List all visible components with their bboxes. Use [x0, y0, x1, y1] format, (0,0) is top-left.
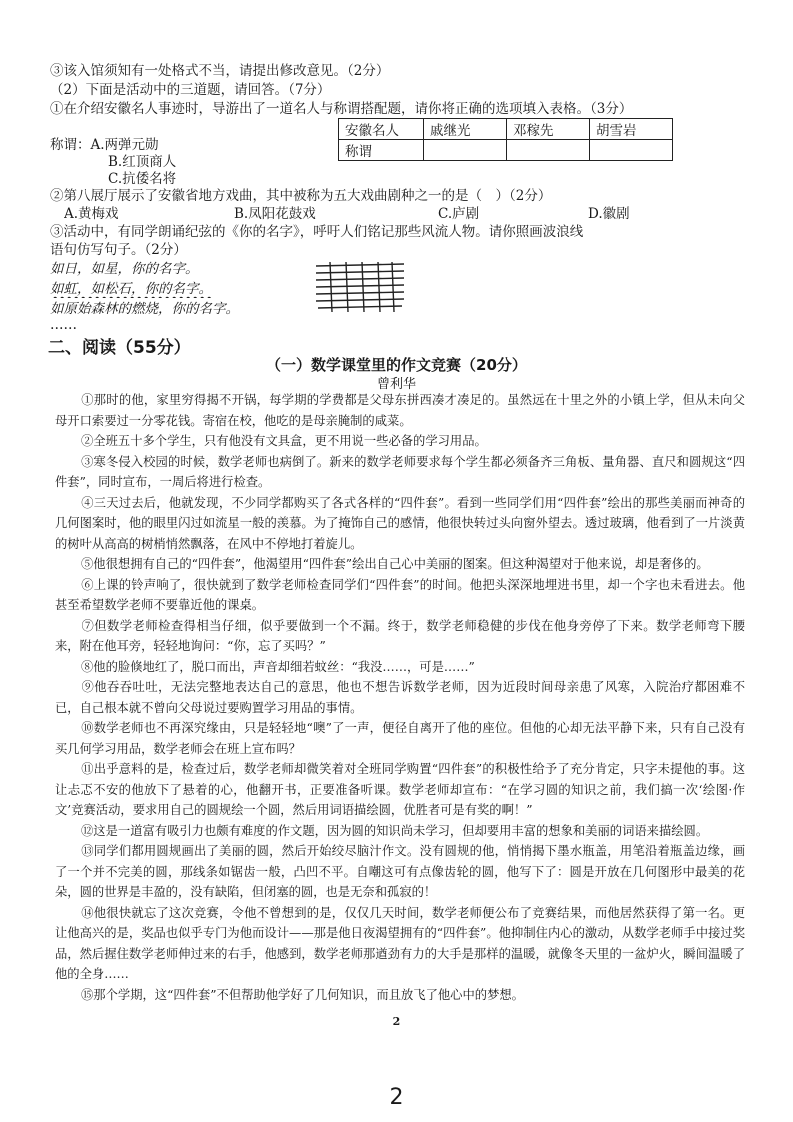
option-b: B.凤阳花鼓戏	[234, 206, 316, 222]
titles-option-b: B.红顶商人	[108, 154, 177, 170]
question-2-heading: （2）下面是活动中的三道题，请回答。（7分）	[50, 82, 331, 98]
table-row	[339, 119, 673, 140]
question-2-3: ③活动中，有同学朗诵纪弦的《你的名字》，呼吁人们铭记那些风流人物。请你照画波浪线	[50, 224, 584, 240]
poem-line-2: 如虹，如松石，你的名字。	[50, 281, 212, 297]
titles-option-a: 称谓：A.两弹元勋	[50, 137, 159, 153]
answer-cell[interactable]	[590, 140, 673, 161]
paragraph: ⑭他很快就忘了这次竞赛，令他不曾想到的是，仅仅几天时间，数学老师便公布了竞赛结果，而他居然获得了第一名。更让他高兴的是，奖品也似乎专门为他而设计——那是他日夜渴望拥有的“四件套”。他抑制住内心的激动，从数学老师手中接过奖品，然后握住数学老师伸过来的右手，他感到，数学老师那遒劲有力的大手是那样的温暖，就像冬天里的一盆炉火，瞬间温暖了他的全身……	[55, 905, 745, 981]
poem-ellipsis: ……	[50, 317, 77, 333]
table-cell: 称谓	[339, 140, 424, 161]
poem-line-1: 如日，如星，你的名字。	[50, 261, 199, 277]
paragraph: ④三天过去后，他就发现，不少同学都购买了各式各样的“四件套”。看到一些同学们用“四件套”绘出的那些美丽而神奇的几何图案时，他的眼里闪过如流星一般的羡慕。为了掩饰自己的感情，他很快转过头向窗外望去。透过玻璃，他看到了一片淡黄的树叶从高高的树梢悄然飘落，在风中不停地打着旋儿。	[55, 495, 745, 551]
article-title: （一）数学课堂里的作文竞赛（20分）	[266, 356, 527, 374]
article-body	[55, 390, 745, 1005]
paragraph: ⑬同学们都用圆规画出了美丽的圆，然后开始绞尽脑汁作文。没有圆规的他，悄悄揭下墨水瓶盖，用笔沿着瓶盖边缘，画了一个并不完美的圆，那线条如锯齿一般，凸凹不平。自嘲这可有点像齿轮的圆，他写下了：圆是开放在几何图形中最美的花朵，圆的世界是丰盈的，没有缺陷，但闭塞的圆，也是无奈和孤寂的！	[55, 844, 745, 899]
paragraph: ⑥上课的铃声响了，很快就到了数学老师检查同学们“四件套”的时间。他把头深深地埋进书里，却一个字也未看进去。他甚至希望数学老师不要靠近他的课桌。	[55, 577, 745, 612]
paragraph: ⑪出乎意料的是，检查过后，数学老师却微笑着对全班同学购置“四件套”的积极性给予了充分肯定，只字未提他的事。这让忐忑不安的他放下了悬着的心，他翻开书，正要准备听课。数学老师却宣布：“在学习圆的知识之前，我们搞一次‘绘图·作文’竞赛活动，要求用自己的圆规绘一个圆，然后用词语描绘圆，优胜者可是有奖的啊！”	[55, 762, 745, 817]
page-number-small: 2	[392, 1015, 401, 1028]
option-c: C.庐剧	[438, 206, 480, 222]
table-cell: 安徽名人	[339, 119, 424, 140]
table-cell: 戚继光	[424, 119, 507, 140]
question-2-1: ①在介绍安徽名人事迹时，导游出了一道名人与称谓搭配题，请你将正确的选项填入表格。（3分）	[50, 101, 633, 117]
paragraph: ①那时的他，家里穷得揭不开锅，每学期的学费都是父母东拼西凑才凑足的。虽然远在十里之外的小镇上学，但从未向父母开口索要过一分零花钱。寄宿在校，他吃的是母亲腌制的咸菜。	[55, 393, 745, 428]
table-cell: 邓稼先	[507, 119, 590, 140]
paragraph: ⑨他吞吞吐吐，无法完整地表达自己的意思，他也不想告诉数学老师，因为近段时间母亲患了风寒，入院治疗都困难不已，自己根本就不曾向父母说过要购置学习用品的事情。	[55, 680, 745, 715]
option-a: A.黄梅戏	[64, 206, 119, 222]
paragraph: ⑮那个学期，这“四件套”不但帮助他学好了几何知识，而且放飞了他心中的梦想。	[81, 987, 524, 1002]
titles-option-c: C.抗倭名将	[108, 171, 177, 187]
poem-line-3: 如原始森林的燃烧，你的名字。	[50, 301, 239, 317]
paragraph: ②全班五十多个学生，只有他没有文具盒，更不用说一些必备的学习用品。	[81, 434, 487, 448]
scribble-mark-icon	[312, 258, 408, 316]
answer-cell[interactable]	[507, 140, 590, 161]
article-author: 曾利华	[376, 377, 416, 392]
table-row	[339, 140, 673, 161]
paragraph: ⑫这是一道富有吸引力也颇有难度的作文题，因为圆的知识尚未学习，但却要用丰富的想象和美丽的词语来描绘圆。	[81, 823, 709, 838]
section-heading: 二、阅读（55分）	[48, 338, 191, 358]
celebrity-title-table	[338, 118, 673, 161]
question-3-line: ③该入馆须知有一处格式不当，请提出修改意见。（2分）	[50, 63, 390, 79]
page-number-large: 2	[389, 1085, 404, 1110]
option-d: D.徽剧	[588, 206, 630, 222]
question-2-3-cont: 语句仿写句子。（2分）	[50, 242, 187, 258]
paragraph: ⑤他很想拥有自己的“四件套”，他渴望用“四件套”绘出自己心中美丽的图案。但这种渴望对于他来说，却是奢侈的。	[81, 557, 709, 571]
paragraph: ③寒冬侵入校园的时候，数学老师也病倒了。新来的数学老师要求每个学生都必须备齐三角板、量角器、直尺和圆规这“四件套”，同时宣布，一周后将进行检查。	[55, 454, 745, 489]
answer-cell[interactable]	[424, 140, 507, 161]
table-cell: 胡雪岩	[590, 119, 673, 140]
paragraph: ⑦但数学老师检查得相当仔细，似乎要做到一个不漏。终于，数学老师稳健的步伐在他身旁停了下来。数学老师弯下腰来，附在他耳旁，轻轻地询问：“你，忘了买吗？”	[55, 618, 745, 653]
paragraph: ⑧他的脸倏地红了，脱口而出，声音却细若蚊丝：“我没……，可是……”	[81, 659, 475, 674]
paragraph: ⑩数学老师也不再深究缘由，只是轻轻地“噢”了一声，便径自离开了他的座位。但他的心却无法平静下来，只有自己没有买几何学习用品，数学老师会在班上宣布吗？	[55, 721, 745, 756]
question-2-2: ②第八展厅展示了安徽省地方戏曲，其中被称为五大戏曲剧种之一的是（ ）（2分）	[50, 188, 552, 204]
